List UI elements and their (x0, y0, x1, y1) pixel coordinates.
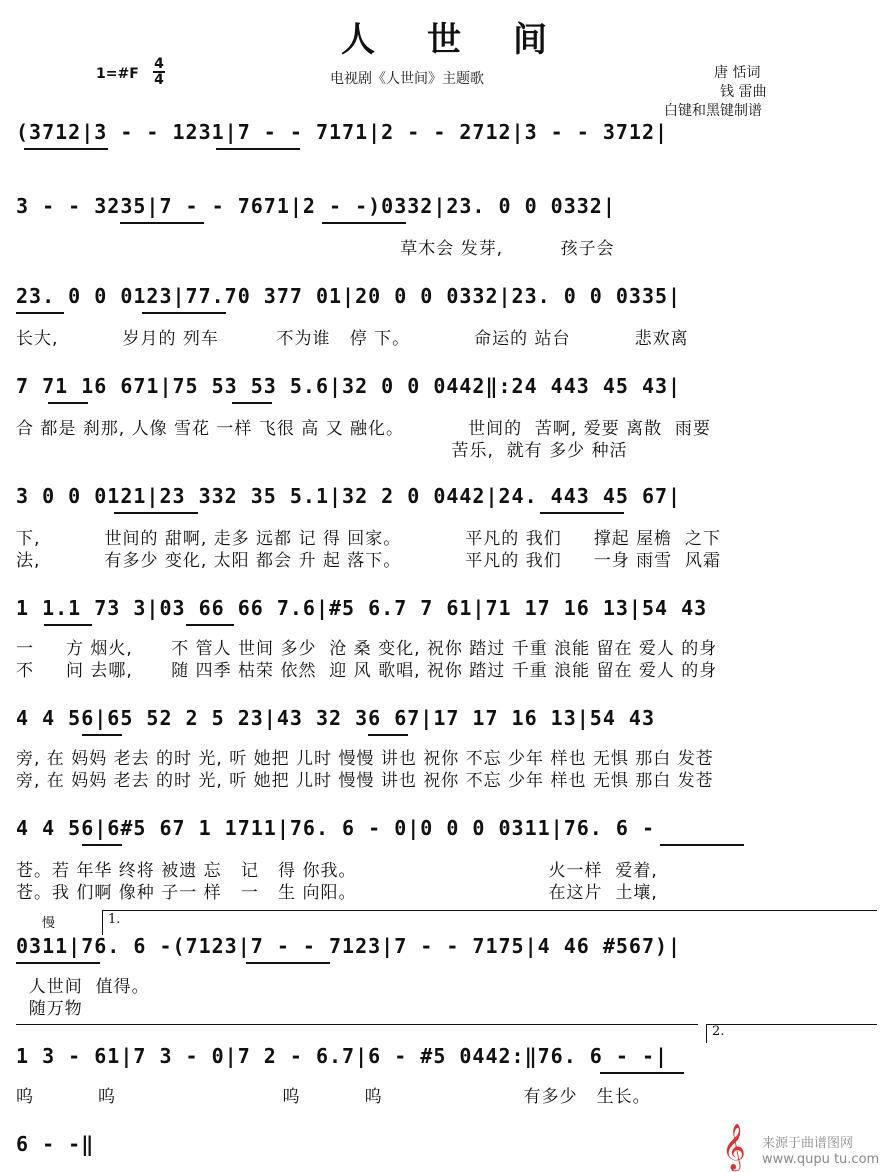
beam-line (368, 734, 408, 736)
beam-line (24, 148, 108, 150)
notation-line: 7 71 16 671|75 53 53 5.6|32 0 0 0442‖:24 443 45 43| (16, 374, 682, 398)
lyricist-credit: 唐 恬词 (714, 65, 761, 81)
beam-line (216, 148, 300, 150)
time-signature-top: 4 (154, 56, 164, 72)
first-ending-bracket (102, 910, 877, 935)
score-row-3 (0, 284, 888, 318)
second-ending-label: 2. (712, 1024, 725, 1039)
beam-line (660, 844, 744, 846)
lyric-line: 一 方 烟火, 不 管人 世间 多少 沧 桑 变化, 祝你 踏过 千重 浪能 留在 爱人 的身 (16, 639, 718, 659)
song-title: 人世间 (341, 20, 599, 60)
beam-line (232, 402, 272, 404)
score-row-7 (0, 706, 888, 740)
beam-line (540, 512, 624, 514)
notation-line: 1 3 - 61|7 3 - 0|7 2 - 6.7|6 - #5 0442:‖76. 6 - -| (16, 1044, 669, 1068)
tempo-marking: 慢 (42, 916, 56, 931)
score-row-2 (0, 194, 888, 228)
notation-line: 1 1.1 73 3|03 66 66 7.6|#5 6.7 7 61|71 17 16 13|54 43 (16, 596, 708, 620)
arranger-credit: 白键和黑键制谱 (664, 103, 762, 119)
lyric-line: 苦乐, 就有 多少 种活 (16, 441, 628, 461)
beam-line (16, 962, 100, 964)
lyric-line: 合 都是 刹那, 人像 雪花 一样 飞很 高 又 融化。 世间的 苦啊, 爱要 离散 雨要 (16, 419, 711, 439)
beam-line (44, 624, 92, 626)
beam-line (186, 624, 234, 626)
score-row-5 (0, 484, 888, 518)
lyric-line: 旁, 在 妈妈 老去 的时 光, 听 她把 儿时 慢慢 讲也 祝你 不忘 少年 样也 无惧 那白 发苍 (16, 749, 714, 769)
subtitle: 电视剧《人世间》主题歌 (330, 71, 484, 87)
beam-line (82, 844, 122, 846)
first-ending-bracket-continued (16, 1024, 698, 1043)
notation-line: 6 - -‖ (16, 1132, 95, 1156)
beam-line (322, 222, 406, 224)
lyric-line: 随万物 (16, 999, 83, 1019)
score-row-10 (0, 1044, 888, 1078)
watermark-site-name: 来源于曲谱图网 (762, 1136, 854, 1151)
beam-line (16, 312, 64, 314)
score-row-11 (0, 1132, 888, 1166)
beam-line (120, 222, 204, 224)
score-row-6 (0, 596, 888, 630)
lyric-line: 不 问 去哪, 随 四季 枯荣 依然 迎 风 歌唱, 祝你 踏过 千重 浪能 留在 爱人 的身 (16, 661, 718, 681)
composer-credit: 钱 雷曲 (720, 84, 767, 100)
notation-line: 4 4 56|65 52 2 5 23|43 32 36 67|17 17 16 13|54 43 (16, 706, 656, 730)
lyric-line: 下, 世间的 甜啊, 走多 远都 记 得 回家。 平凡的 我们 撑起 屋檐 之下 (16, 529, 721, 549)
beam-line (48, 402, 88, 404)
notation-line: 3 - - 3235|7 - - 7671|2 - -)0332|23. 0 0 0332| (16, 194, 616, 218)
score-row-1 (0, 120, 888, 154)
second-ending-bracket (706, 1024, 877, 1043)
notation-line: 3 0 0 0121|23 332 35 5.1|32 2 0 0442|24. 443 45 67| (16, 484, 682, 508)
first-ending-label: 1. (108, 912, 121, 927)
lyric-line: 苍。我 们啊 像种 子一 样 一 生 向阳。 在这片 土壤, (16, 883, 658, 903)
key-signature: 1=#F (96, 66, 139, 82)
lyric-line: 草木会 发芽, 孩子会 (16, 239, 615, 259)
beam-line (114, 512, 198, 514)
score-row-8 (0, 816, 888, 850)
watermark-site-url: www.qupu tu.com (762, 1152, 880, 1167)
notation-line: 23. 0 0 0123|77.70 377 01|20 0 0 0332|23. 0 0 0335| (16, 284, 682, 308)
lyric-line: 人世间 值得。 (16, 977, 150, 997)
lyric-line: 旁, 在 妈妈 老去 的时 光, 听 她把 儿时 慢慢 讲也 祝你 不忘 少年 样也 无惧 那白 发苍 (16, 771, 714, 791)
score-row-9 (0, 934, 888, 968)
notation-line: 0311|76. 6 -(7123|7 - - 7123|7 - - 7175|4 46 #567)| (16, 934, 682, 958)
time-signature-bottom: 4 (154, 72, 164, 88)
lyric-line: 呜 呜 呜 呜 有多少 生长。 (16, 1087, 651, 1107)
beam-line (246, 962, 330, 964)
notation-line: 4 4 56|6#5 67 1 1711|76. 6 - 0|0 0 0 0311|76. 6 - (16, 816, 656, 840)
notation-line: (3712|3 - - 1231|7 - - 7171|2 - - 2712|3 - - 3712| (16, 120, 669, 144)
beam-line (142, 312, 226, 314)
score-row-4 (0, 374, 888, 408)
lyric-line: 长大, 岁月的 列车 不为谁 停 下。 命运的 站台 悲欢离 (16, 329, 689, 349)
beam-line (82, 734, 122, 736)
beam-line (600, 1072, 684, 1074)
lyric-line: 法, 有多少 变化, 太阳 都会 升 起 落下。 平凡的 我们 一身 雨雪 风霜 (16, 551, 721, 571)
time-signature (152, 57, 166, 87)
treble-clef-logo-icon: 𝄞 (722, 1124, 746, 1170)
lyric-line: 苍。若 年华 终将 被遗 忘 记 得 你我。 火一样 爱着, (16, 861, 658, 881)
